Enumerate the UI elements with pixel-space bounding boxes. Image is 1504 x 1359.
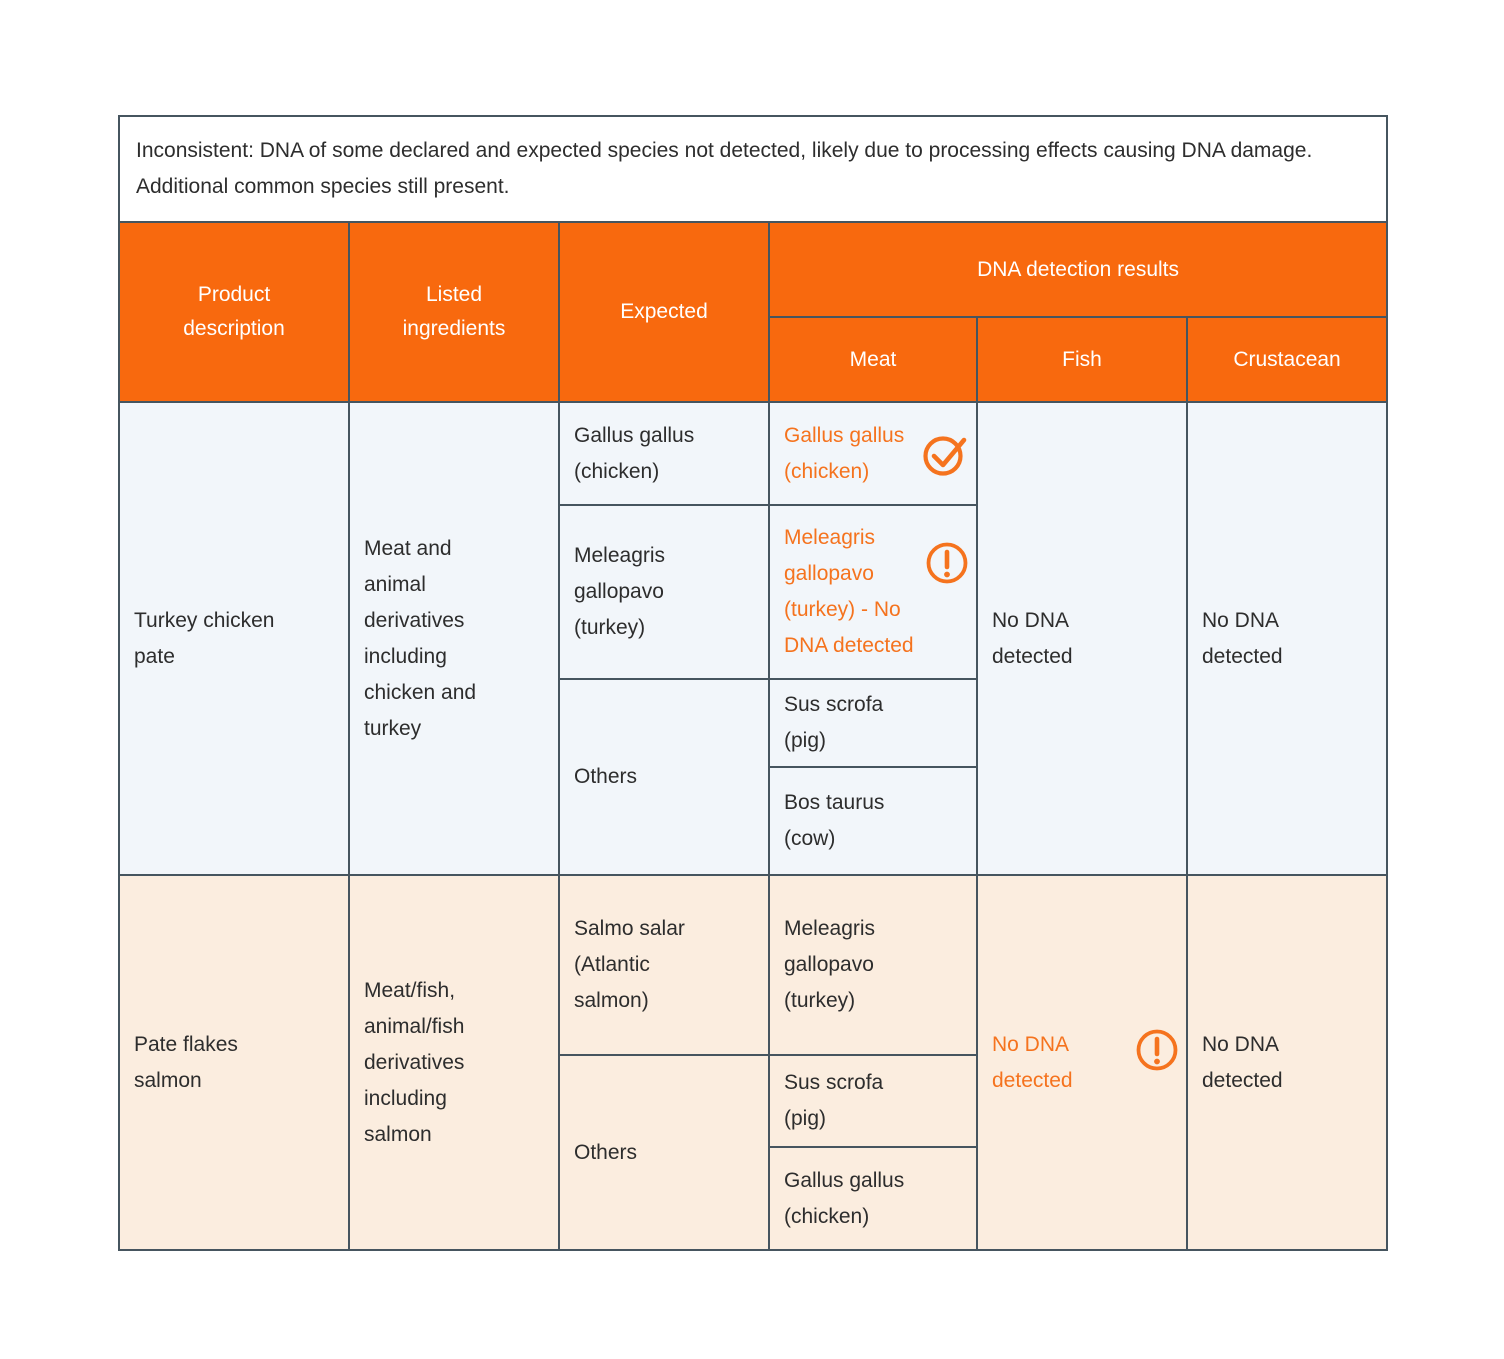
cell-fish-result: [977, 875, 1187, 1250]
dna-detection-table-wrap: [118, 115, 1388, 1251]
meat-result-text: Bos taurus (cow): [784, 791, 885, 850]
crustacean-result-text: No DNA detected: [1202, 1032, 1283, 1092]
product-description-text: Turkey chicken pate: [134, 608, 275, 668]
fish-result-text: No DNA detected: [992, 608, 1073, 668]
column-header-listed-ingredients: [349, 222, 559, 402]
cell-crustacean-result: [1187, 875, 1387, 1250]
expected-species-text: Others: [574, 1140, 638, 1164]
dna-detection-table: [118, 115, 1388, 1251]
column-header-label: Meat: [849, 347, 897, 371]
alert-circle-icon: [1136, 1029, 1178, 1071]
column-group-header-dna-detection-results: [769, 222, 1387, 317]
meat-result-text: Meleagris gallopavo (turkey): [784, 917, 876, 1012]
product-description-text: Pate flakes salmon: [134, 1032, 238, 1092]
expected-species-text: Others: [574, 765, 638, 789]
fish-result-text: No DNA detected: [992, 1032, 1073, 1092]
meat-result-text: Sus scrofa (pig): [784, 1071, 884, 1130]
expected-species-text: Salmo salar (Atlantic salmon): [574, 917, 685, 1012]
listed-ingredients-text: Meat and animal derivatives including chicken and turkey: [364, 536, 477, 740]
cell-expected-species: [559, 402, 769, 505]
cell-meat-result: [769, 875, 977, 1055]
cell-expected-species: [559, 505, 769, 679]
cell-crustacean-result: [1187, 402, 1387, 875]
meat-result-text: Gallus gallus (chicken): [784, 423, 905, 483]
column-header-product-description: [119, 222, 349, 402]
column-header-label: Fish: [1062, 347, 1102, 371]
expected-species-text: Gallus gallus (chicken): [574, 423, 695, 483]
cell-meat-result: [769, 505, 977, 679]
column-header-label: Listed ingredients: [402, 283, 506, 340]
cell-meat-result: [769, 767, 977, 875]
cell-meat-result: [769, 1055, 977, 1147]
column-header-expected: [559, 222, 769, 402]
alert-circle-icon: [926, 542, 968, 584]
check-circle-icon: [922, 431, 968, 477]
cell-listed-ingredients: [349, 875, 559, 1250]
column-header-meat: [769, 317, 977, 402]
cell-listed-ingredients: [349, 402, 559, 875]
column-header-fish: [977, 317, 1187, 402]
column-header-label: Expected: [620, 300, 708, 323]
column-header-label: Product description: [183, 283, 285, 340]
listed-ingredients-text: Meat/fish, animal/fish derivatives including salmon: [364, 978, 465, 1146]
meat-result-text: Sus scrofa (pig): [784, 693, 884, 752]
cell-fish-result: [977, 402, 1187, 875]
cell-expected-species: [559, 1055, 769, 1250]
meat-result-text: Gallus gallus (chicken): [784, 1168, 905, 1228]
column-group-header-label: DNA detection results: [977, 257, 1179, 281]
cell-meat-result: [769, 679, 977, 767]
table-note: Inconsistent: DNA of some declared and expected species not detected, likely due to processing effects causing DNA damage. Additional common species still present.: [136, 139, 1313, 198]
table-note-cell: [119, 116, 1387, 222]
crustacean-result-text: No DNA detected: [1202, 608, 1283, 668]
cell-expected-species: [559, 679, 769, 875]
cell-expected-species: [559, 875, 769, 1055]
expected-species-text: Meleagris gallopavo (turkey): [574, 544, 666, 639]
cell-product-description: [119, 402, 349, 875]
column-header-label: Crustacean: [1233, 347, 1341, 371]
column-header-crustacean: [1187, 317, 1387, 402]
cell-meat-result: [769, 402, 977, 505]
meat-result-text: Meleagris gallopavo (turkey) - No DNA detected: [784, 526, 914, 657]
cell-product-description: [119, 875, 349, 1250]
cell-meat-result: [769, 1147, 977, 1250]
